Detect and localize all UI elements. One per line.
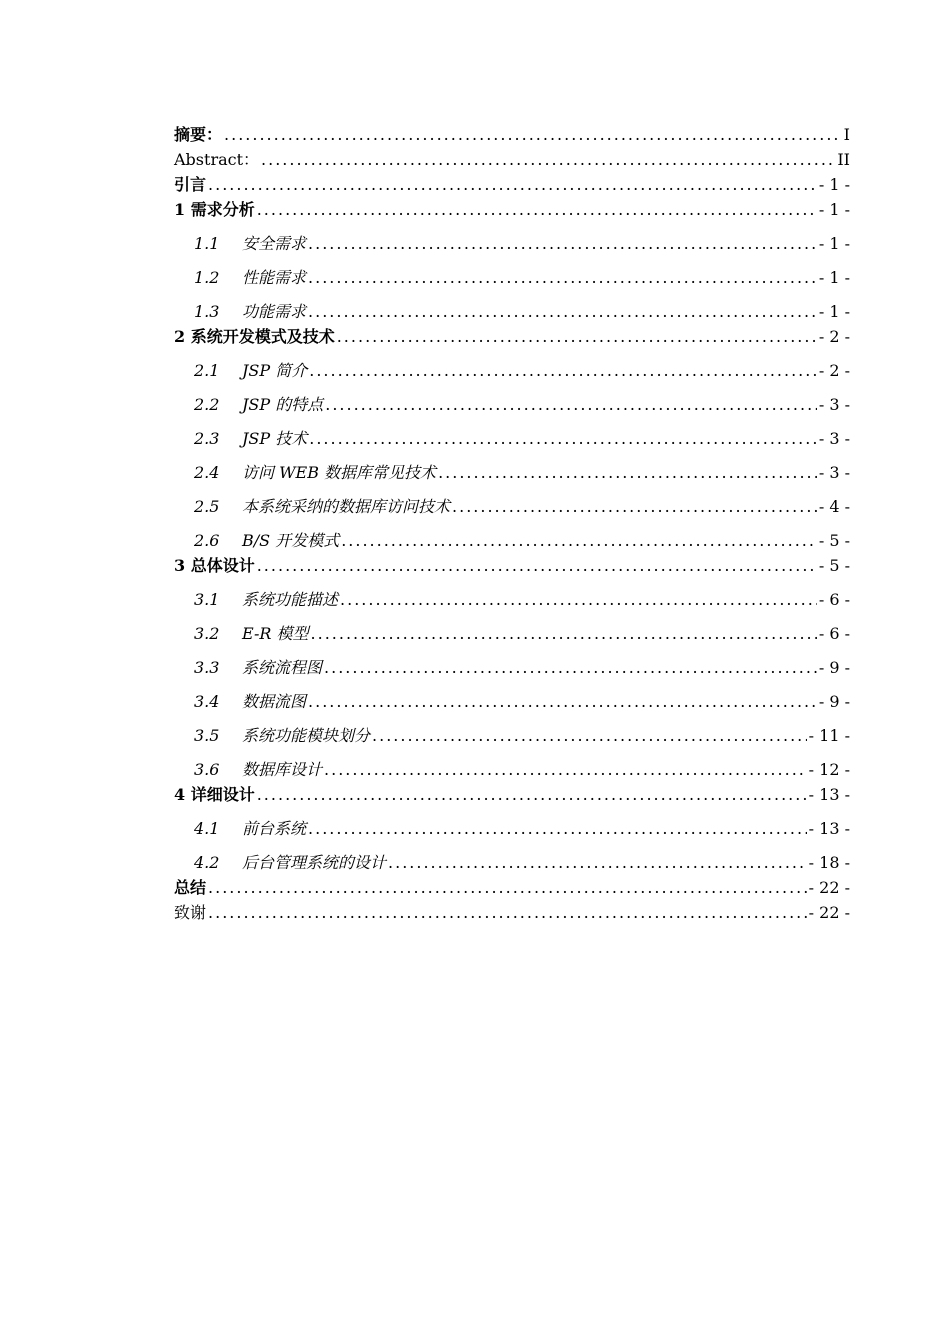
toc-entry-title xyxy=(194,726,370,746)
toc-entry-number: 2.6 xyxy=(194,531,220,550)
toc-entry-label: 数据流图 xyxy=(242,692,307,711)
toc-entry-page: II xyxy=(837,150,850,169)
toc-entry-page: - 5 - xyxy=(818,556,850,575)
toc-entry-title xyxy=(174,125,222,145)
toc-entry-page: - 6 - xyxy=(818,590,850,609)
toc-entry-title xyxy=(194,497,450,517)
toc-entry[interactable] xyxy=(174,125,850,149)
toc-entry-title xyxy=(194,692,306,712)
toc-entry-number: 3.4 xyxy=(194,692,220,711)
dot-leader xyxy=(340,590,817,610)
toc-entry-title xyxy=(194,819,306,839)
toc-entry-page: - 1 - xyxy=(818,234,850,253)
toc-entry-page: - 1 - xyxy=(818,175,850,194)
toc-entry-label: 4 详细设计 xyxy=(174,785,255,804)
toc-entry-title xyxy=(194,395,323,415)
toc-entry-label: 安全需求 xyxy=(242,234,307,253)
toc-entry-page: - 1 - xyxy=(818,200,850,219)
toc-entry[interactable] xyxy=(174,327,850,351)
dot-leader xyxy=(308,234,817,254)
toc-entry[interactable] xyxy=(174,429,850,453)
toc-entry-title xyxy=(174,556,255,576)
toc-entry-title xyxy=(194,760,322,780)
dot-leader xyxy=(341,531,817,551)
dot-leader xyxy=(372,726,807,746)
toc-entry-page: - 18 - xyxy=(808,853,850,872)
toc-entry-number: 1.1 xyxy=(194,234,220,253)
toc-entry[interactable] xyxy=(174,878,850,902)
toc-entry[interactable] xyxy=(174,624,850,648)
toc-entry-label: 2 系统开发模式及技术 xyxy=(174,327,335,346)
toc-entry[interactable] xyxy=(174,200,850,224)
toc-entry-label: 引言 xyxy=(174,175,207,194)
toc-entry-title xyxy=(174,175,206,195)
dot-leader xyxy=(224,125,842,145)
toc-entry-label: Abstract： xyxy=(174,150,260,169)
toc-entry-label: 3 总体设计 xyxy=(174,556,255,575)
toc-entry-number: 3.1 xyxy=(194,590,220,609)
toc-entry[interactable] xyxy=(174,531,850,555)
toc-entry-page: I xyxy=(843,125,850,144)
toc-entry-page: - 13 - xyxy=(808,785,850,804)
toc-entry-page: - 1 - xyxy=(818,268,850,287)
toc-entry-label: 系统流程图 xyxy=(242,658,323,677)
toc-entry-page: - 22 - xyxy=(808,878,850,897)
toc-entry-page: - 12 - xyxy=(808,760,850,779)
dot-leader xyxy=(308,692,817,712)
toc-entry-page: - 11 - xyxy=(808,726,850,745)
toc-entry-number: 4.1 xyxy=(194,819,220,838)
toc-entry-number: 3.6 xyxy=(194,760,220,779)
toc-entry[interactable] xyxy=(174,234,850,258)
dot-leader xyxy=(325,395,817,415)
toc-entry-label: 访问 WEB 数据库常见技术 xyxy=(242,463,437,482)
toc-entry-page: - 2 - xyxy=(818,327,850,346)
toc-entry-number: 2.3 xyxy=(194,429,220,448)
dot-leader xyxy=(261,150,835,170)
toc-entry-title xyxy=(194,302,306,322)
toc-entry-number: 3.5 xyxy=(194,726,220,745)
toc-entry-title xyxy=(194,463,436,483)
toc-entry-title xyxy=(174,878,206,898)
dot-leader xyxy=(388,853,807,873)
toc-entry-number: 2.1 xyxy=(194,361,220,380)
toc-entry-title xyxy=(194,531,339,551)
toc-entry-page: - 1 - xyxy=(818,302,850,321)
toc-entry-label: 摘要： xyxy=(174,125,223,144)
toc-entry-title xyxy=(174,327,335,347)
dot-leader xyxy=(257,556,817,576)
toc-entry-label: E-R 模型 xyxy=(242,624,309,643)
toc-entry[interactable] xyxy=(174,361,850,385)
toc-entry-label: JSP 的特点 xyxy=(242,395,324,414)
toc-entry[interactable] xyxy=(174,658,850,682)
toc-entry-label: 系统功能描述 xyxy=(242,590,339,609)
toc-entry-label: 1 需求分析 xyxy=(174,200,255,219)
toc-entry[interactable] xyxy=(174,819,850,843)
toc-entry-title xyxy=(194,429,307,449)
toc-entry-number: 2.2 xyxy=(194,395,220,414)
toc-entry[interactable] xyxy=(174,760,850,784)
toc-entry-number: 3.2 xyxy=(194,624,220,643)
toc-entry-label: 总结 xyxy=(174,878,207,897)
toc-entry-title xyxy=(174,150,259,170)
toc-entry[interactable] xyxy=(174,268,850,292)
toc-entry[interactable] xyxy=(174,395,850,419)
toc-entry[interactable] xyxy=(174,463,850,487)
toc-entry-page: - 3 - xyxy=(818,429,850,448)
toc-entry-page: - 9 - xyxy=(818,658,850,677)
toc-entry[interactable] xyxy=(174,785,850,809)
dot-leader xyxy=(309,429,817,449)
dot-leader xyxy=(308,819,807,839)
toc-entry[interactable] xyxy=(174,590,850,614)
toc-entry-title xyxy=(194,234,306,254)
toc-entry-number: 4.2 xyxy=(194,853,220,872)
toc-entry-number: 3.3 xyxy=(194,658,220,677)
dot-leader xyxy=(308,302,817,322)
toc-entry-title xyxy=(174,785,255,805)
dot-leader xyxy=(311,624,817,644)
toc-entry-label: JSP 技术 xyxy=(242,429,308,448)
toc-entry-number: 1.2 xyxy=(194,268,220,287)
toc-entry-title xyxy=(174,200,255,220)
dot-leader xyxy=(308,268,817,288)
toc-entry-page: - 6 - xyxy=(818,624,850,643)
toc-entry[interactable] xyxy=(174,556,850,580)
toc-entry-label: B/S 开发模式 xyxy=(242,531,340,550)
toc-entry[interactable] xyxy=(174,853,850,877)
toc-entry[interactable] xyxy=(174,302,850,326)
dot-leader xyxy=(438,463,817,483)
toc-entry-label: 后台管理系统的设计 xyxy=(242,853,387,872)
toc-entry-page: - 3 - xyxy=(818,463,850,482)
toc-entry-label: 功能需求 xyxy=(242,302,307,321)
toc-entry-title xyxy=(194,590,338,610)
toc-entry[interactable] xyxy=(174,903,850,927)
toc-entry-title xyxy=(194,658,322,678)
toc-entry-label: 数据库设计 xyxy=(242,760,323,779)
dot-leader xyxy=(208,175,817,195)
toc-entry-page: - 9 - xyxy=(818,692,850,711)
toc-entry-page: - 2 - xyxy=(818,361,850,380)
toc-entry-title xyxy=(194,268,306,288)
toc-entry-label: 前台系统 xyxy=(242,819,307,838)
dot-leader xyxy=(208,878,807,898)
toc-entry-number: 2.4 xyxy=(194,463,220,482)
toc-entry-label: JSP 简介 xyxy=(242,361,308,380)
toc-entry[interactable] xyxy=(174,150,850,174)
dot-leader xyxy=(324,658,817,678)
toc-entry-label: 系统功能模块划分 xyxy=(242,726,371,745)
toc-entry-page: - 3 - xyxy=(818,395,850,414)
toc-entry-title xyxy=(194,624,309,644)
toc-entry-page: - 5 - xyxy=(818,531,850,550)
toc-entry-page: - 4 - xyxy=(818,497,850,516)
dot-leader xyxy=(208,903,807,923)
dot-leader xyxy=(257,785,807,805)
toc-entry[interactable] xyxy=(174,726,850,750)
toc-entry[interactable] xyxy=(174,692,850,716)
toc-entry-label: 致谢 xyxy=(174,903,207,922)
toc-entry-title xyxy=(174,903,206,923)
toc-entry-number: 2.5 xyxy=(194,497,220,516)
dot-leader xyxy=(452,497,817,517)
toc-entry-page: - 22 - xyxy=(808,903,850,922)
dot-leader xyxy=(309,361,817,381)
dot-leader xyxy=(324,760,807,780)
dot-leader xyxy=(337,327,817,347)
toc-entry-label: 性能需求 xyxy=(242,268,307,287)
toc-entry-label: 本系统采纳的数据库访问技术 xyxy=(242,497,451,516)
toc-entry-number: 1.3 xyxy=(194,302,220,321)
dot-leader xyxy=(257,200,817,220)
toc-entry-title xyxy=(194,853,386,873)
table-of-contents xyxy=(174,124,850,927)
toc-entry-page: - 13 - xyxy=(808,819,850,838)
toc-entry[interactable] xyxy=(174,497,850,521)
toc-entry[interactable] xyxy=(174,175,850,199)
toc-entry-title xyxy=(194,361,307,381)
